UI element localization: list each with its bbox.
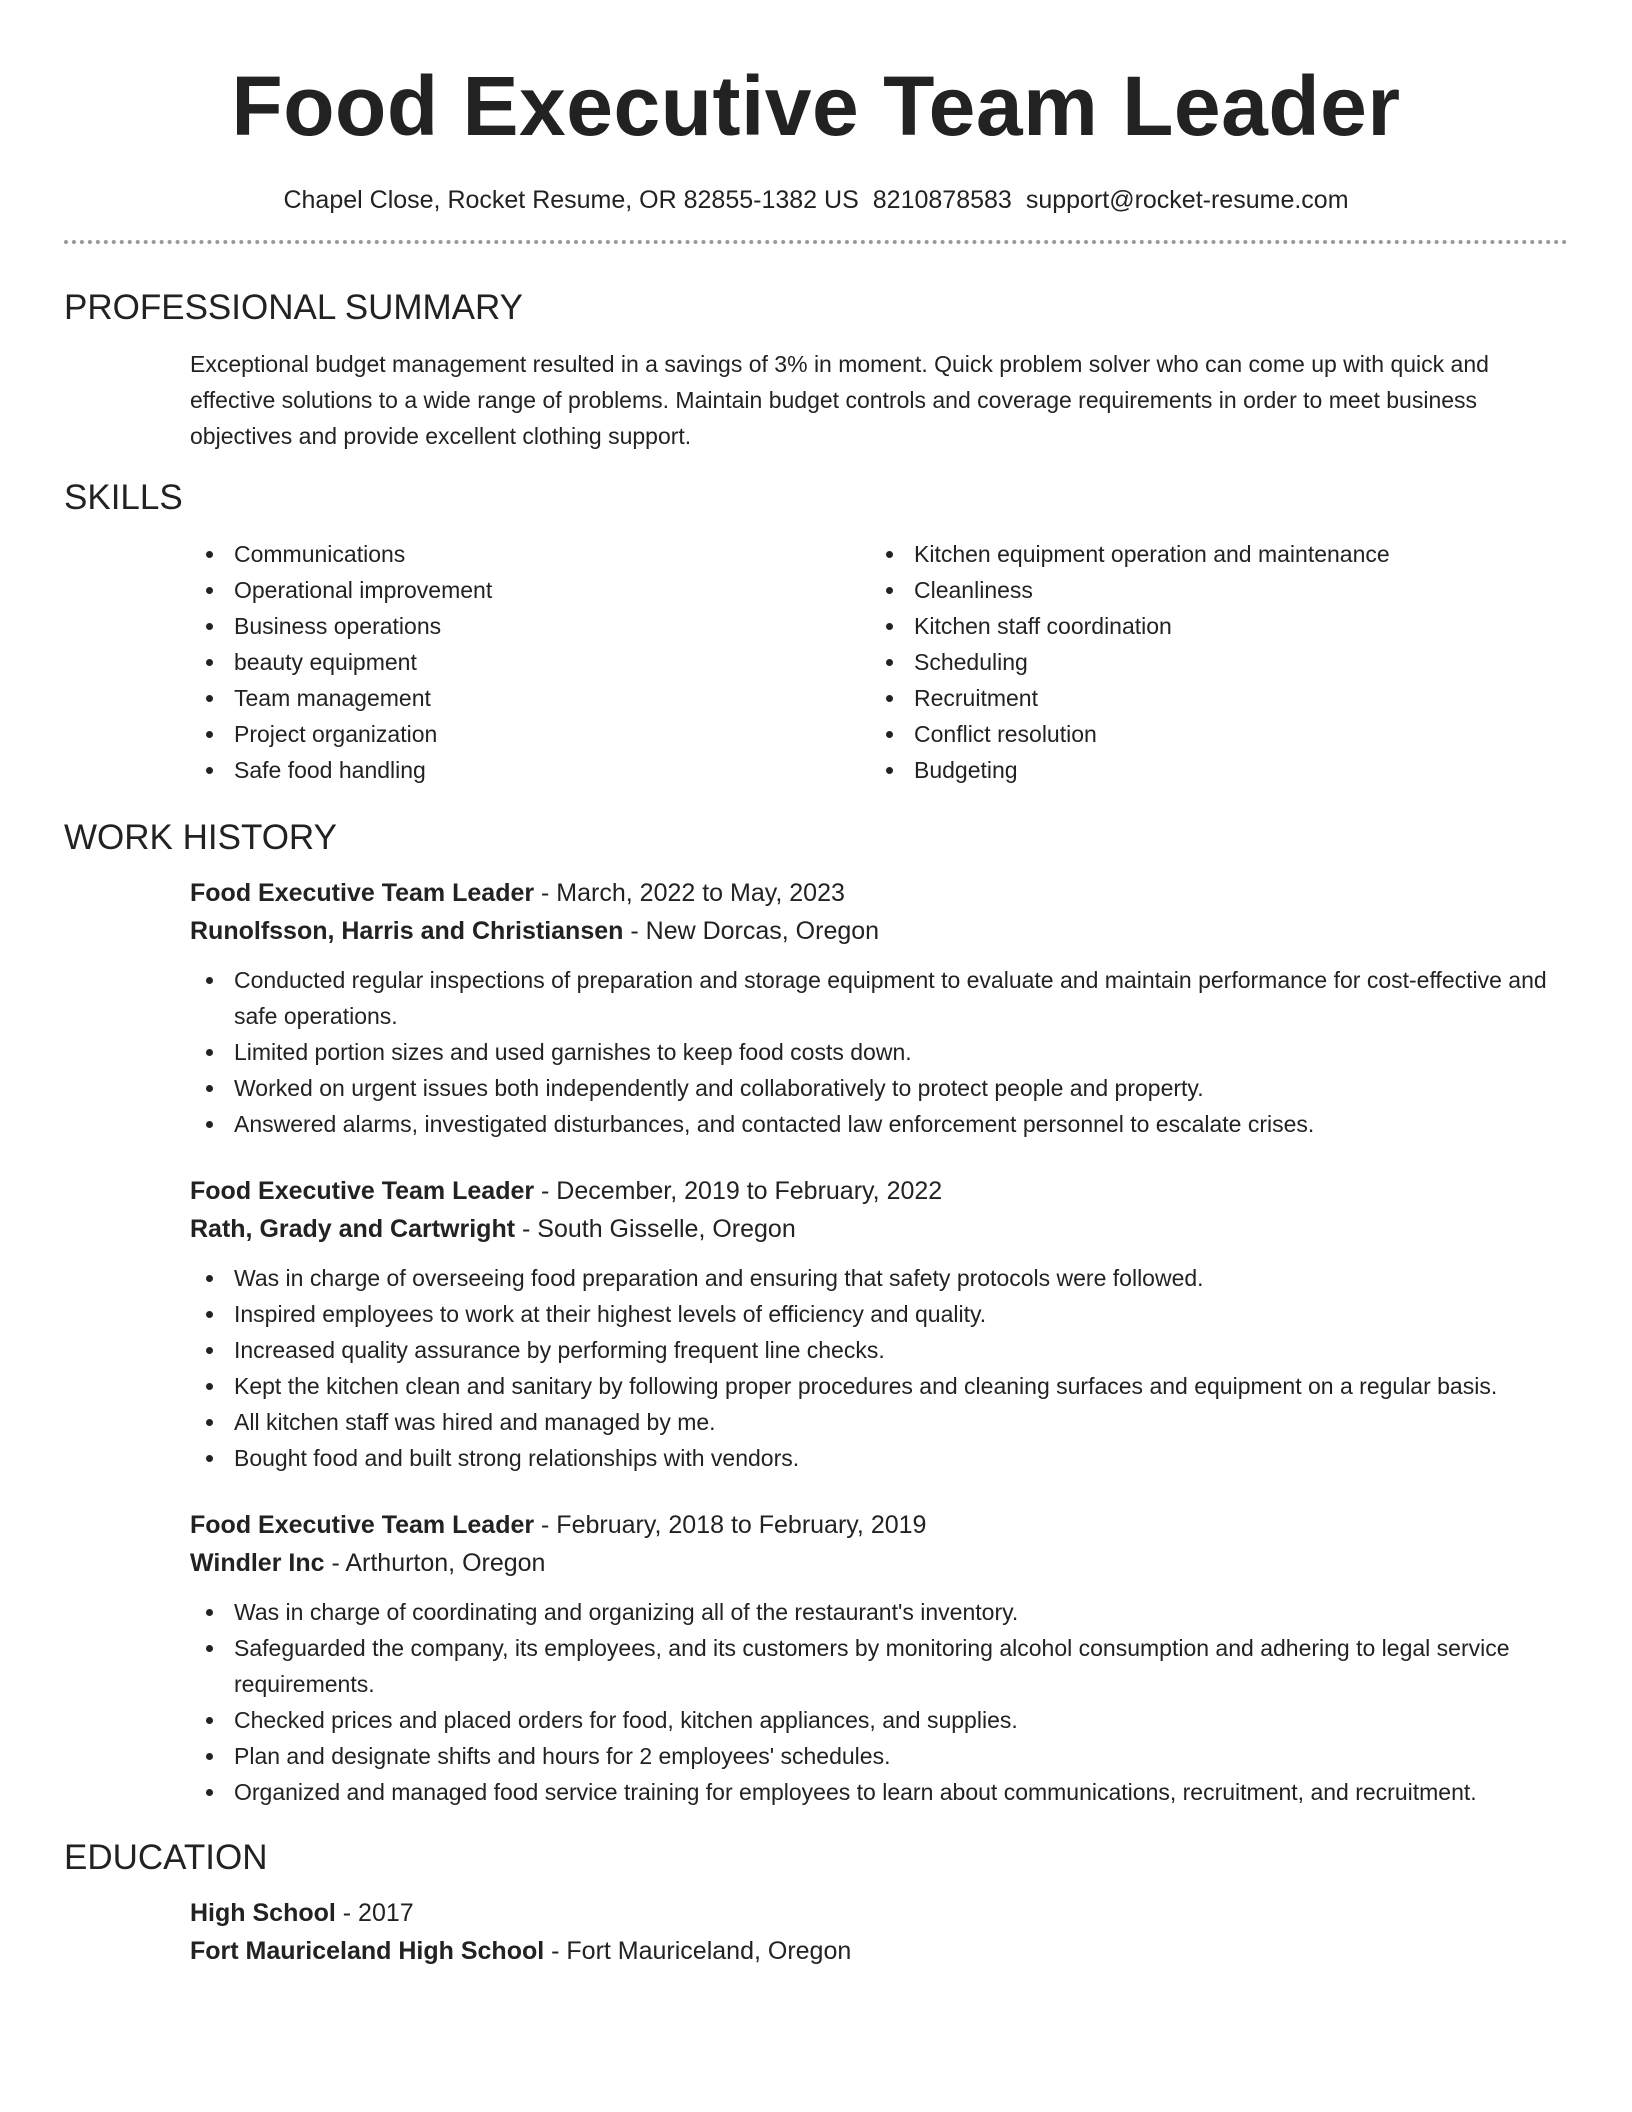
- skill-item: Project organization: [190, 716, 870, 752]
- job-bullet: Conducted regular inspections of preparation and storage equipment to evaluate and maintain performance for cost-effective and safe operations.: [190, 962, 1568, 1034]
- education-degree: High School: [190, 1899, 336, 1927]
- job-dates: - March, 2022 to May, 2023: [534, 879, 845, 907]
- education-location: - Fort Mauriceland, Oregon: [544, 1937, 852, 1965]
- job-title-line: [190, 874, 1568, 912]
- job-bullets: [190, 1594, 1568, 1810]
- skill-item: Safe food handling: [190, 752, 870, 788]
- contact-line: [64, 182, 1568, 218]
- job-location: - Arthurton, Oregon: [324, 1549, 546, 1577]
- job-bullet: Organized and managed food service training for employees to learn about communications, recruitment, and recruitment.: [190, 1774, 1568, 1810]
- job-bullet: Inspired employees to work at their highest levels of efficiency and quality.: [190, 1296, 1568, 1332]
- contact-email: support@rocket-resume.com: [1025, 186, 1349, 214]
- skill-item: beauty equipment: [190, 644, 870, 680]
- job-entry: [190, 1172, 1568, 1476]
- education-year: - 2017: [335, 1899, 414, 1927]
- education-section: [64, 1836, 1568, 1970]
- job-location: - South Gisselle, Oregon: [515, 1215, 796, 1243]
- job-company: Rath, Grady and Cartwright: [190, 1215, 516, 1243]
- skill-item: Recruitment: [870, 680, 1550, 716]
- job-title-line: [190, 1506, 1568, 1544]
- job-bullet: Worked on urgent issues both independently and collaboratively to protect people and property.: [190, 1070, 1568, 1106]
- job-dates: - December, 2019 to February, 2022: [534, 1177, 943, 1205]
- skills-right-list: [870, 536, 1550, 788]
- education-heading: EDUCATION: [64, 1838, 268, 1877]
- job-bullet: All kitchen staff was hired and managed by me.: [190, 1404, 1568, 1440]
- job-company-line: [190, 912, 1568, 950]
- resume-title: Food Executive Team Leader: [231, 59, 1401, 153]
- summary-text: Exceptional budget management resulted in a savings of 3% in moment. Quick problem solver who can come up with quick and effective solutions to a wide range of problems. Maintain budget controls and coverage requirements in order to meet business objectives and provide excellent clothing support.: [190, 351, 1489, 449]
- skill-item: Kitchen equipment operation and maintenance: [870, 536, 1550, 572]
- education-entry: [190, 1894, 1568, 1970]
- job-bullet: Checked prices and placed orders for food, kitchen appliances, and supplies.: [190, 1702, 1568, 1738]
- resume-page: [64, 0, 1568, 1970]
- skill-item: Kitchen staff coordination: [870, 608, 1550, 644]
- job-bullets: [190, 1260, 1568, 1476]
- job-bullet: Kept the kitchen clean and sanitary by following proper procedures and cleaning surfaces and equipment on a regular basis.: [190, 1368, 1568, 1404]
- skill-item: Communications: [190, 536, 870, 572]
- job-bullet: Safeguarded the company, its employees, and its customers by monitoring alcohol consumption and adhering to legal service requirements.: [190, 1630, 1568, 1702]
- education-school-line: [190, 1932, 1568, 1970]
- job-company-line: [190, 1210, 1568, 1248]
- job-title-line: [190, 1172, 1568, 1210]
- job-bullet: Answered alarms, investigated disturbances, and contacted law enforcement personnel to escalate crises.: [190, 1106, 1568, 1142]
- education-school: Fort Mauriceland High School: [190, 1937, 545, 1965]
- skill-item: Business operations: [190, 608, 870, 644]
- job-bullet: Was in charge of coordinating and organizing all of the restaurant's inventory.: [190, 1594, 1568, 1630]
- skill-item: Team management: [190, 680, 870, 716]
- summary-heading: PROFESSIONAL SUMMARY: [64, 288, 523, 327]
- job-title: Food Executive Team Leader: [190, 1511, 535, 1539]
- skills-left-list: [190, 536, 870, 788]
- job-company: Runolfsson, Harris and Christiansen: [190, 917, 624, 945]
- job-entry: [190, 874, 1568, 1142]
- work-history-section: [64, 816, 1568, 1810]
- job-entry: [190, 1506, 1568, 1810]
- skills-section: [64, 476, 1568, 788]
- job-company-line: [190, 1544, 1568, 1582]
- job-company: Windler Inc: [190, 1549, 325, 1577]
- education-degree-line: [190, 1894, 1568, 1932]
- job-dates: - February, 2018 to February, 2019: [534, 1511, 927, 1539]
- job-location: - New Dorcas, Oregon: [623, 917, 880, 945]
- job-bullet: Increased quality assurance by performing frequent line checks.: [190, 1332, 1568, 1368]
- contact-phone: 8210878583: [872, 186, 1012, 214]
- job-bullet: Was in charge of overseeing food preparation and ensuring that safety protocols were followed.: [190, 1260, 1568, 1296]
- job-bullet: Bought food and built strong relationships with vendors.: [190, 1440, 1568, 1476]
- skill-item: Conflict resolution: [870, 716, 1550, 752]
- job-bullet: Limited portion sizes and used garnishes to keep food costs down.: [190, 1034, 1568, 1070]
- work-history-heading: WORK HISTORY: [64, 818, 337, 857]
- job-bullets: [190, 962, 1568, 1142]
- skills-grid: [190, 536, 1568, 788]
- skill-item: Budgeting: [870, 752, 1550, 788]
- skill-item: Cleanliness: [870, 572, 1550, 608]
- job-title: Food Executive Team Leader: [190, 879, 535, 907]
- skills-heading: SKILLS: [64, 478, 183, 517]
- skill-item: Scheduling: [870, 644, 1550, 680]
- job-bullet: Plan and designate shifts and hours for 2 employees' schedules.: [190, 1738, 1568, 1774]
- header-divider: [64, 240, 1568, 244]
- job-title: Food Executive Team Leader: [190, 1177, 535, 1205]
- summary-section: [64, 286, 1568, 454]
- skill-item: Operational improvement: [190, 572, 870, 608]
- contact-address: Chapel Close, Rocket Resume, OR 82855-1382 US: [283, 186, 859, 214]
